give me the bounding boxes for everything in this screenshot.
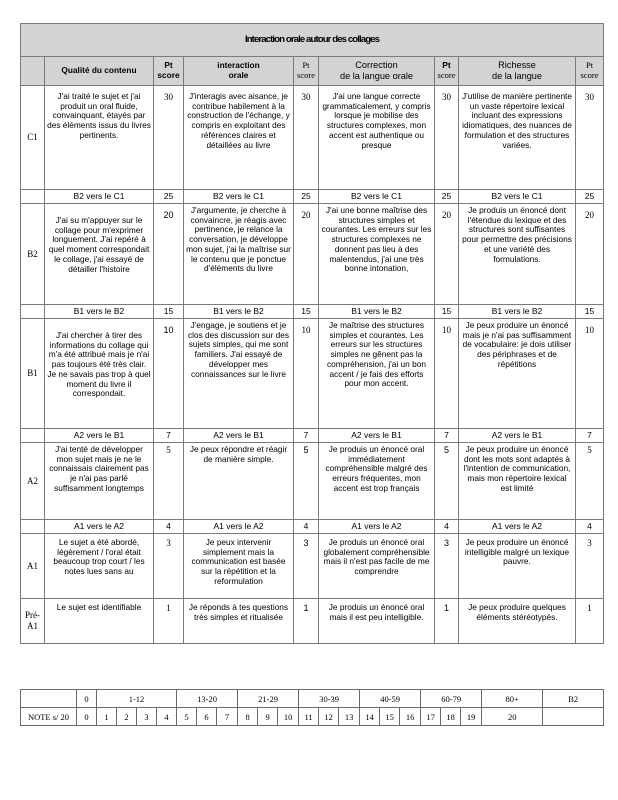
correction-cell: J'ai une bonne maîtrise des structures simples et courantes. Les erreurs sur les structures complexes ne donnent pas lieu à des malentendus, j'ai une très bonne intonation, (319, 204, 435, 305)
level-row-a2 (21, 443, 604, 520)
note-label: NOTE s/ 20 (21, 708, 77, 726)
level-label: C1 (21, 86, 45, 190)
note-range: 1-12 (97, 690, 177, 708)
note-value: 1 (97, 708, 117, 726)
transition-score: 25 (576, 190, 604, 204)
level-spacer (21, 429, 45, 443)
note-value-row (21, 708, 604, 726)
level-row-a1 (21, 534, 604, 599)
grid-title-row (21, 24, 604, 57)
level-row-c1 (21, 86, 604, 190)
interaction-score: 20 (294, 204, 319, 305)
contenu-score: 1 (154, 599, 184, 644)
transition-row-b1-b2 (21, 305, 604, 319)
note-range: 0 (77, 690, 97, 708)
note-range: 21-29 (238, 690, 299, 708)
header-level (21, 57, 45, 86)
correction-cell: Je produis un énoncé oral immédiatement compréhensible malgré des erreurs fréquentes, mon accent est trop français (319, 443, 435, 520)
interaction-score: 3 (294, 534, 319, 599)
grid-title: Interaction orale autour des collages (21, 24, 604, 57)
level-label: B2 (21, 204, 45, 305)
contenu-cell: J'ai traité le sujet et j'ai produit un oral fluide, convainquant, étayés par des éléments issus du livres pertinents. (45, 86, 154, 190)
header-correction: Correction de la langue orale (319, 57, 435, 86)
interaction-cell: Je peux intervenir simplement mais la communication est basée sur la répétition et la reformulation (184, 534, 294, 599)
header-interaction: interaction orale (184, 57, 294, 86)
correction-cell: Je produis un énoncé oral mais il est peu intelligible. (319, 599, 435, 644)
transition-label: A1 vers le A2 (45, 520, 154, 534)
transition-row-b2-c1 (21, 190, 604, 204)
correction-score: 20 (435, 204, 459, 305)
transition-score: 7 (435, 429, 459, 443)
note-value: 12 (319, 708, 339, 726)
note-value: 0 (77, 708, 97, 726)
transition-label: A2 vers le B1 (319, 429, 435, 443)
transition-label: A2 vers le B1 (184, 429, 294, 443)
transition-label: A1 vers le A2 (319, 520, 435, 534)
transition-label: B1 vers le B2 (45, 305, 154, 319)
interaction-cell: J'engage, je soutiens et je clos des discussion sur des sujets simples, qui me sont familiers. J'ai essayé de développer mes connaissances sur le livre (184, 319, 294, 429)
note-range-row (21, 690, 604, 708)
transition-row-a1-a2 (21, 520, 604, 534)
note-value: 19 (461, 708, 482, 726)
note-value: 2 (117, 708, 137, 726)
contenu-score: 20 (154, 204, 184, 305)
interaction-score: 30 (294, 86, 319, 190)
correction-score: 5 (435, 443, 459, 520)
interaction-score: 5 (294, 443, 319, 520)
header-pt-correction: Pt score (435, 57, 459, 86)
note-value: 4 (157, 708, 177, 726)
richesse-cell: Je produis un énoncé dont l'étendue du lexique et des structures sont suffisantes pour permettre des précisions et une variété des formulations. (459, 204, 576, 305)
interaction-cell: Je peux répondre et réagir de manière simple. (184, 443, 294, 520)
correction-score: 1 (435, 599, 459, 644)
correction-score: 10 (435, 319, 459, 429)
note-range: 40-59 (360, 690, 421, 708)
transition-score: 15 (435, 305, 459, 319)
level-row-pre-a1 (21, 599, 604, 644)
header-richesse: Richesse de la langue (459, 57, 576, 86)
interaction-cell: Je réponds à tes questions très simples et ritualisée (184, 599, 294, 644)
level-row-b2 (21, 204, 604, 305)
transition-score: 7 (294, 429, 319, 443)
transition-label: B1 vers le B2 (319, 305, 435, 319)
contenu-cell: Le sujet est identifiable (45, 599, 154, 644)
header-contenu: Qualité du contenu (45, 57, 154, 86)
transition-label: A2 vers le B1 (459, 429, 576, 443)
note-value: 20 (482, 708, 543, 726)
richesse-cell: Je peux produire un énoncé intelligible malgré un lexique pauvre. (459, 534, 576, 599)
note-value: 18 (441, 708, 461, 726)
level-label: Pré- A1 (21, 599, 45, 644)
contenu-score: 5 (154, 443, 184, 520)
header-pt-richesse: Pt score (576, 57, 604, 86)
transition-label: B2 vers le C1 (319, 190, 435, 204)
transition-label: A1 vers le A2 (459, 520, 576, 534)
contenu-cell: J'ai chercher à tirer des informations du collage qui m'a été attribué mais je n'ai pas toujours été très clair. Je ne savais pas trop à quel moment du livre il correspondait. (45, 319, 154, 429)
richesse-score: 1 (576, 599, 604, 644)
transition-score: 15 (154, 305, 184, 319)
transition-score: 4 (576, 520, 604, 534)
note-value: 9 (258, 708, 278, 726)
level-label: A2 (21, 443, 45, 520)
transition-label: A1 vers le A2 (184, 520, 294, 534)
transition-score: 4 (435, 520, 459, 534)
note-value: 3 (137, 708, 157, 726)
level-label: B1 (21, 319, 45, 429)
richesse-score: 20 (576, 204, 604, 305)
level-spacer (21, 305, 45, 319)
evaluation-grid (20, 23, 604, 644)
note-conversion-table (20, 689, 604, 726)
note-range: 13-20 (177, 690, 238, 708)
richesse-cell: J'utilise de manière pertinente un vaste répertoire lexical incluant des expressions idiomatiques, des nuances de formulation et des structures variées. (459, 86, 576, 190)
interaction-cell: J'interagis avec aisance, je contribue habilement à la construction de l'échange, y compris en exploitant des références claires et détaillées au livre (184, 86, 294, 190)
transition-score: 7 (154, 429, 184, 443)
transition-score: 4 (294, 520, 319, 534)
correction-score: 30 (435, 86, 459, 190)
correction-cell: J'ai une langue correcte grammaticalement, y compris lorsque je mobilise des structures complexes, mon accent est authentique ou presque (319, 86, 435, 190)
grid-header-row (21, 57, 604, 86)
transition-label: B2 vers le C1 (459, 190, 576, 204)
richesse-score: 10 (576, 319, 604, 429)
note-range: 60-79 (421, 690, 482, 708)
note-range: 30-39 (299, 690, 360, 708)
transition-row-a2-b1 (21, 429, 604, 443)
transition-score: 25 (154, 190, 184, 204)
richesse-cell: Je peux produire un énoncé mais je n'ai pas suffisamment de vocabulaire: je dois utiliser des périphrases et de répétitions (459, 319, 576, 429)
richesse-cell: Je peux produire un énoncé dont les mots sont adaptés à l'intention de communication, mais mon répertoire lexical est limité (459, 443, 576, 520)
note-value: 7 (217, 708, 238, 726)
transition-label: B1 vers le B2 (459, 305, 576, 319)
transition-score: 25 (435, 190, 459, 204)
level-row-b1 (21, 319, 604, 429)
transition-label: B2 vers le C1 (45, 190, 154, 204)
note-range: 80+ (482, 690, 543, 708)
note-value: 14 (360, 708, 380, 726)
note-value: 17 (421, 708, 441, 726)
richesse-score: 30 (576, 86, 604, 190)
contenu-cell: Le sujet a été abordé, légèrement / l'oral était beaucoup trop court / les notes lues sans au (45, 534, 154, 599)
note-value: 11 (299, 708, 319, 726)
header-pt-interaction: Pt score (294, 57, 319, 86)
contenu-cell: J'ai su m'appuyer sur le collage pour m'exprimer longuement. J'ai repéré à quel moment correspondait le collage, j'ai essayé de détailler l'histoire (45, 204, 154, 305)
transition-score: 4 (154, 520, 184, 534)
transition-score: 25 (294, 190, 319, 204)
richesse-cell: Je peux produire quelques éléments stéréotypés. (459, 599, 576, 644)
note-value: 16 (400, 708, 421, 726)
interaction-score: 10 (294, 319, 319, 429)
note-value: 5 (177, 708, 197, 726)
transition-score: 7 (576, 429, 604, 443)
transition-score: 15 (294, 305, 319, 319)
contenu-score: 10 (154, 319, 184, 429)
note-range-blank (21, 690, 77, 708)
note-value: 15 (380, 708, 400, 726)
note-value: 8 (238, 708, 258, 726)
note-value: 13 (339, 708, 360, 726)
note-value: 10 (278, 708, 299, 726)
transition-label: A2 vers le B1 (45, 429, 154, 443)
correction-score: 3 (435, 534, 459, 599)
transition-score: 15 (576, 305, 604, 319)
note-value-blank (543, 708, 604, 726)
contenu-cell: J'ai tenté de développer mon sujet mais je ne le connaissais clairement pas je n'ai pas parlé suffisamment longtemps (45, 443, 154, 520)
transition-label: B2 vers le C1 (184, 190, 294, 204)
level-label: A1 (21, 534, 45, 599)
contenu-score: 30 (154, 86, 184, 190)
transition-label: B1 vers le B2 (184, 305, 294, 319)
correction-cell: Je maîtrise des structures simples et courantes. Les erreurs sur les structures simples ne gênent pas la compréhension, j'ai un bon accent / je fais des efforts pour mon accent. (319, 319, 435, 429)
richesse-score: 5 (576, 443, 604, 520)
correction-cell: Je produis un énoncé oral globalement compréhensible mais il n'est pas facile de me comprendre (319, 534, 435, 599)
interaction-cell: J'argumente, je cherche à convaincre, je réagis avec pertinence, je relance la conversation, je développe mon sujet, j'ai la maîtrise sur le contenu que je ponctue d'éléments du livre (184, 204, 294, 305)
level-spacer (21, 190, 45, 204)
note-value: 6 (197, 708, 217, 726)
note-range: B2 (543, 690, 604, 708)
interaction-score: 1 (294, 599, 319, 644)
level-spacer (21, 520, 45, 534)
contenu-score: 3 (154, 534, 184, 599)
header-pt-contenu: Pt score (154, 57, 184, 86)
richesse-score: 3 (576, 534, 604, 599)
